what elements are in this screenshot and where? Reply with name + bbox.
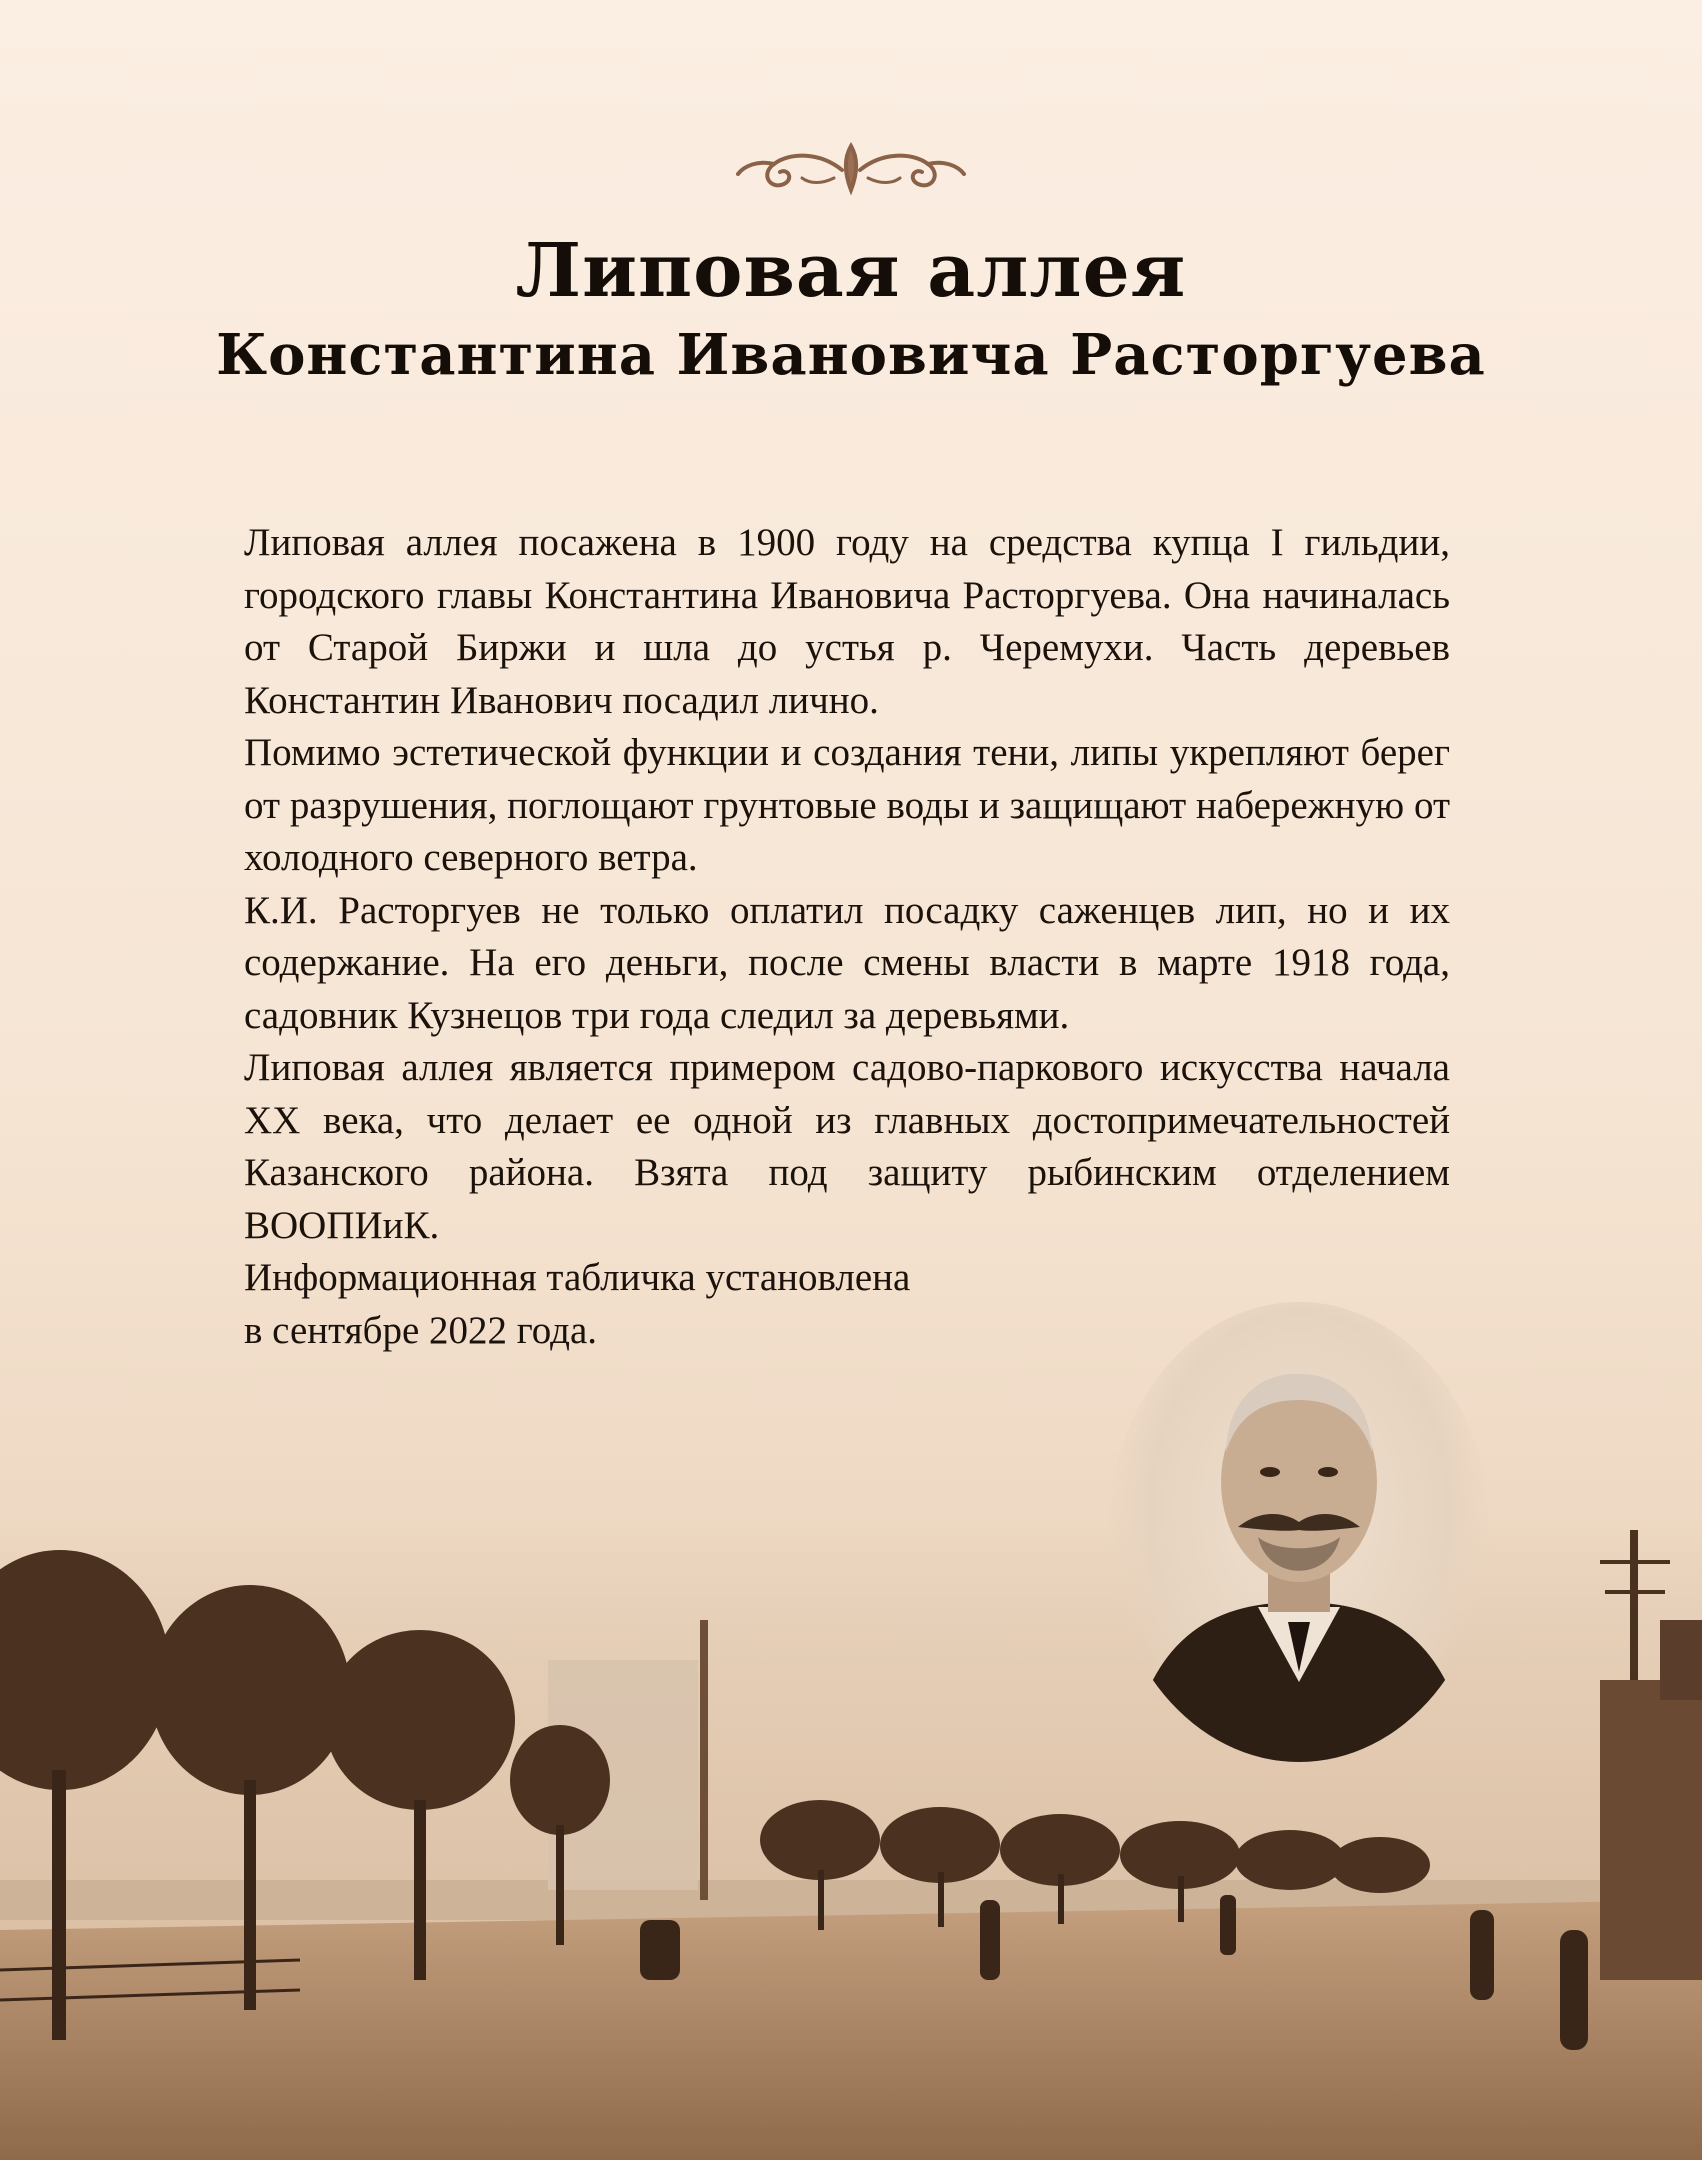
closing-line-1: Информационная табличка установлена <box>244 1256 911 1299</box>
scroll-ornament-icon <box>730 138 972 200</box>
title-line-2: Константина Ивановича Расторгуева <box>216 322 1486 388</box>
portrait-image <box>1108 1302 1490 1762</box>
paragraph-2: Помимо эстетической функции и создания тени, липы укрепляют берег от разрушения, поглощают грунтовые воды и защищают набережную от холодного северного ветра. <box>244 731 1450 879</box>
portrait <box>1108 1302 1490 1762</box>
paragraph-1: Липовая аллея посажена в 1900 году на средства купца I гильдии, городского главы Константина Ивановича Расторгуева. Она начиналась от Старой Биржи и шла до устья р. Черемухи. Часть деревьев Константин Иванович посадил лично. <box>244 521 1450 722</box>
title-line-1: Липовая аллея <box>515 228 1187 314</box>
paragraph-3: К.И. Расторгуев не только оплатил посадку саженцев лип, но и их содержание. На его деньги, после смены власти в марте 1918 года, садовник Кузнецов три года следил за деревьями. <box>244 888 1450 1037</box>
body-text <box>244 517 1450 1357</box>
paragraph-4: Липовая аллея является примером садово-паркового искусства начала XX века, что делает ее одной из главных достопримечательностей Казанского района. Взята под защиту рыбинским отделением ВООПИиК. <box>244 1046 1450 1247</box>
closing-line-2: в сентябре 2022 года. <box>244 1308 598 1352</box>
